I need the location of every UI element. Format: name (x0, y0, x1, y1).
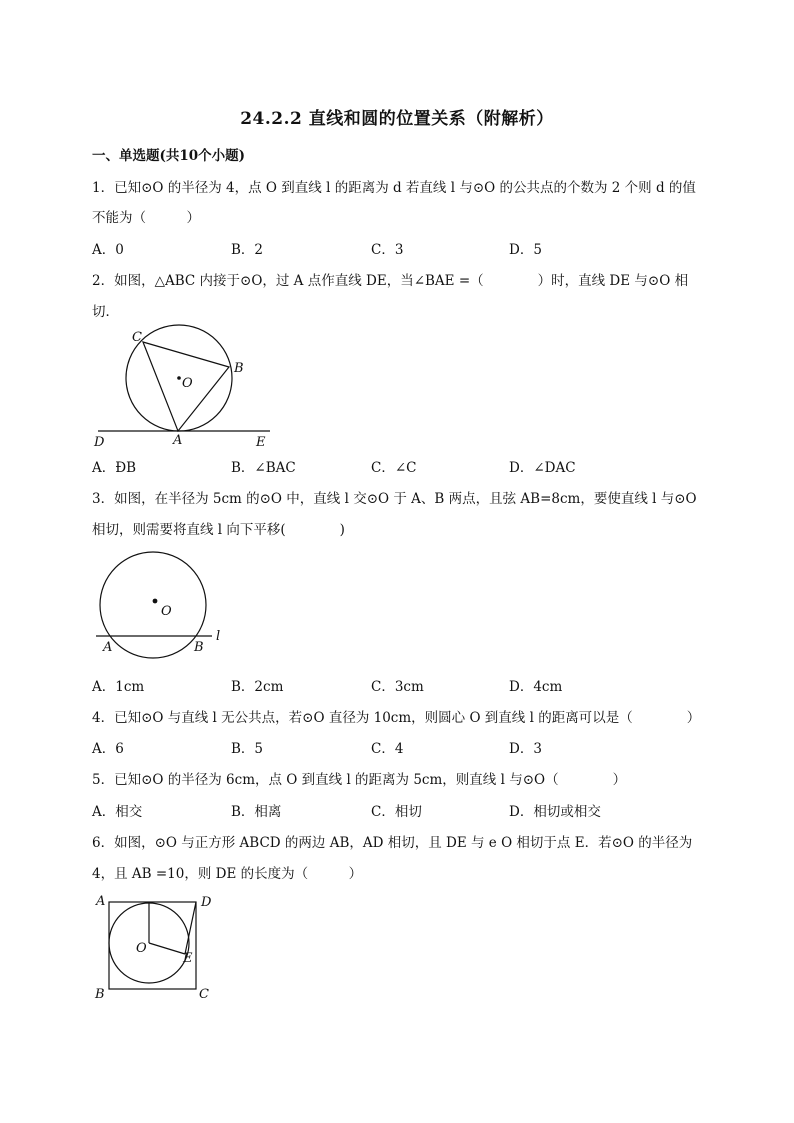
q4-option-a[interactable]: A．6 (92, 741, 124, 757)
section-heading: 一、单选题(共10个小题) (92, 148, 246, 164)
q3-text-line1: 3．如图，在半径为 5cm 的⊙O 中，直线 l 交⊙O 于 A、B 两点，且弦 AB=8cm，要使直线 l 与⊙O (92, 491, 697, 507)
q1-option-d[interactable]: D．5 (509, 242, 542, 258)
q5-option-a[interactable]: A．相交 (92, 804, 143, 820)
q2-option-a[interactable]: A．ÐB (92, 460, 137, 476)
q6-figure (92, 890, 222, 1006)
q2-label-c: C (132, 330, 142, 345)
q2-option-c[interactable]: C．∠C (371, 460, 417, 476)
q2-label-o: O (182, 376, 193, 391)
q1-text-line1: 1．已知⊙O 的半径为 4，点 O 到直线 l 的距离为 d 若直线 l 与⊙O 的公共点的个数为 2 个则 d 的值 (92, 180, 696, 196)
q2-text-line2: 切． (92, 304, 119, 320)
q6-label-c: C (199, 987, 209, 1002)
q5-option-b[interactable]: B．相离 (231, 804, 282, 820)
q3-option-c[interactable]: C．3cm (371, 679, 424, 695)
q4-text-line1: 4．已知⊙O 与直线 l 无公共点，若⊙O 直径为 10cm，则圆心 O 到直线 l 的距离可以是（ ） (92, 710, 701, 726)
q1-option-c[interactable]: C．3 (371, 242, 404, 258)
q2-text-line1: 2．如图，△ABC 内接于⊙O，过 A 点作直线 DE，当∠BAE =（ ）时，直线 DE 与⊙O 相 (92, 273, 689, 289)
q3-circle (100, 552, 206, 658)
q6-label-d: D (201, 895, 212, 910)
q5-option-c[interactable]: C．相切 (371, 804, 422, 820)
q3-option-a[interactable]: A．1cm (92, 679, 145, 695)
q6-label-b: B (95, 987, 105, 1002)
q5-text-line1: 5．已知⊙O 的半径为 6cm，点 O 到直线 l 的距离为 5cm，则直线 l 与⊙O（ ） (92, 772, 627, 788)
q2-label-b: B (234, 361, 244, 376)
q5-option-d[interactable]: D．相切或相交 (509, 804, 601, 820)
page-title: 24.2.2 直线和圆的位置关系（附解析） (240, 109, 554, 129)
q4-option-b[interactable]: B．5 (231, 741, 264, 757)
q2-option-b[interactable]: B．∠BAC (231, 460, 296, 476)
q4-option-d[interactable]: D．3 (509, 741, 542, 757)
q6-label-e: E (183, 951, 193, 966)
q6-square-abcd (109, 902, 196, 989)
q3-option-d[interactable]: D．4cm (509, 679, 563, 695)
q6-text-line2: 4，且 AB =10，则 DE 的长度为（ ） (92, 866, 363, 882)
q3-center-dot (153, 599, 158, 604)
q3-label-a: A (103, 640, 113, 655)
q6-radius-oe (149, 943, 185, 954)
q6-label-o: O (136, 941, 147, 956)
q2-center-dot (177, 376, 181, 380)
q2-label-e: E (256, 435, 266, 450)
q3-label-o: O (161, 604, 172, 619)
q2-label-d: D (94, 435, 105, 450)
q3-figure (92, 548, 232, 662)
q3-text-line2: 相切，则需要将直线 l 向下平移( ) (92, 522, 345, 538)
q1-option-b[interactable]: B．2 (231, 242, 264, 258)
q6-text-line1: 6．如图，⊙O 与正方形 ABCD 的两边 AB，AD 相切，且 DE 与 e O 相切于点 E．若⊙O 的半径为 (92, 835, 693, 851)
q2-label-a: A (173, 433, 183, 448)
q1-option-a[interactable]: A．0 (92, 242, 124, 258)
q6-label-a: A (96, 894, 106, 909)
q2-figure (88, 322, 278, 450)
q3-label-l: l (216, 629, 221, 644)
q1-text-line2: 不能为（ ） (92, 210, 200, 226)
q3-option-b[interactable]: B．2cm (231, 679, 284, 695)
q4-option-c[interactable]: C．4 (371, 741, 404, 757)
q3-label-b: B (194, 640, 204, 655)
q2-option-d[interactable]: D．∠DAC (509, 460, 576, 476)
